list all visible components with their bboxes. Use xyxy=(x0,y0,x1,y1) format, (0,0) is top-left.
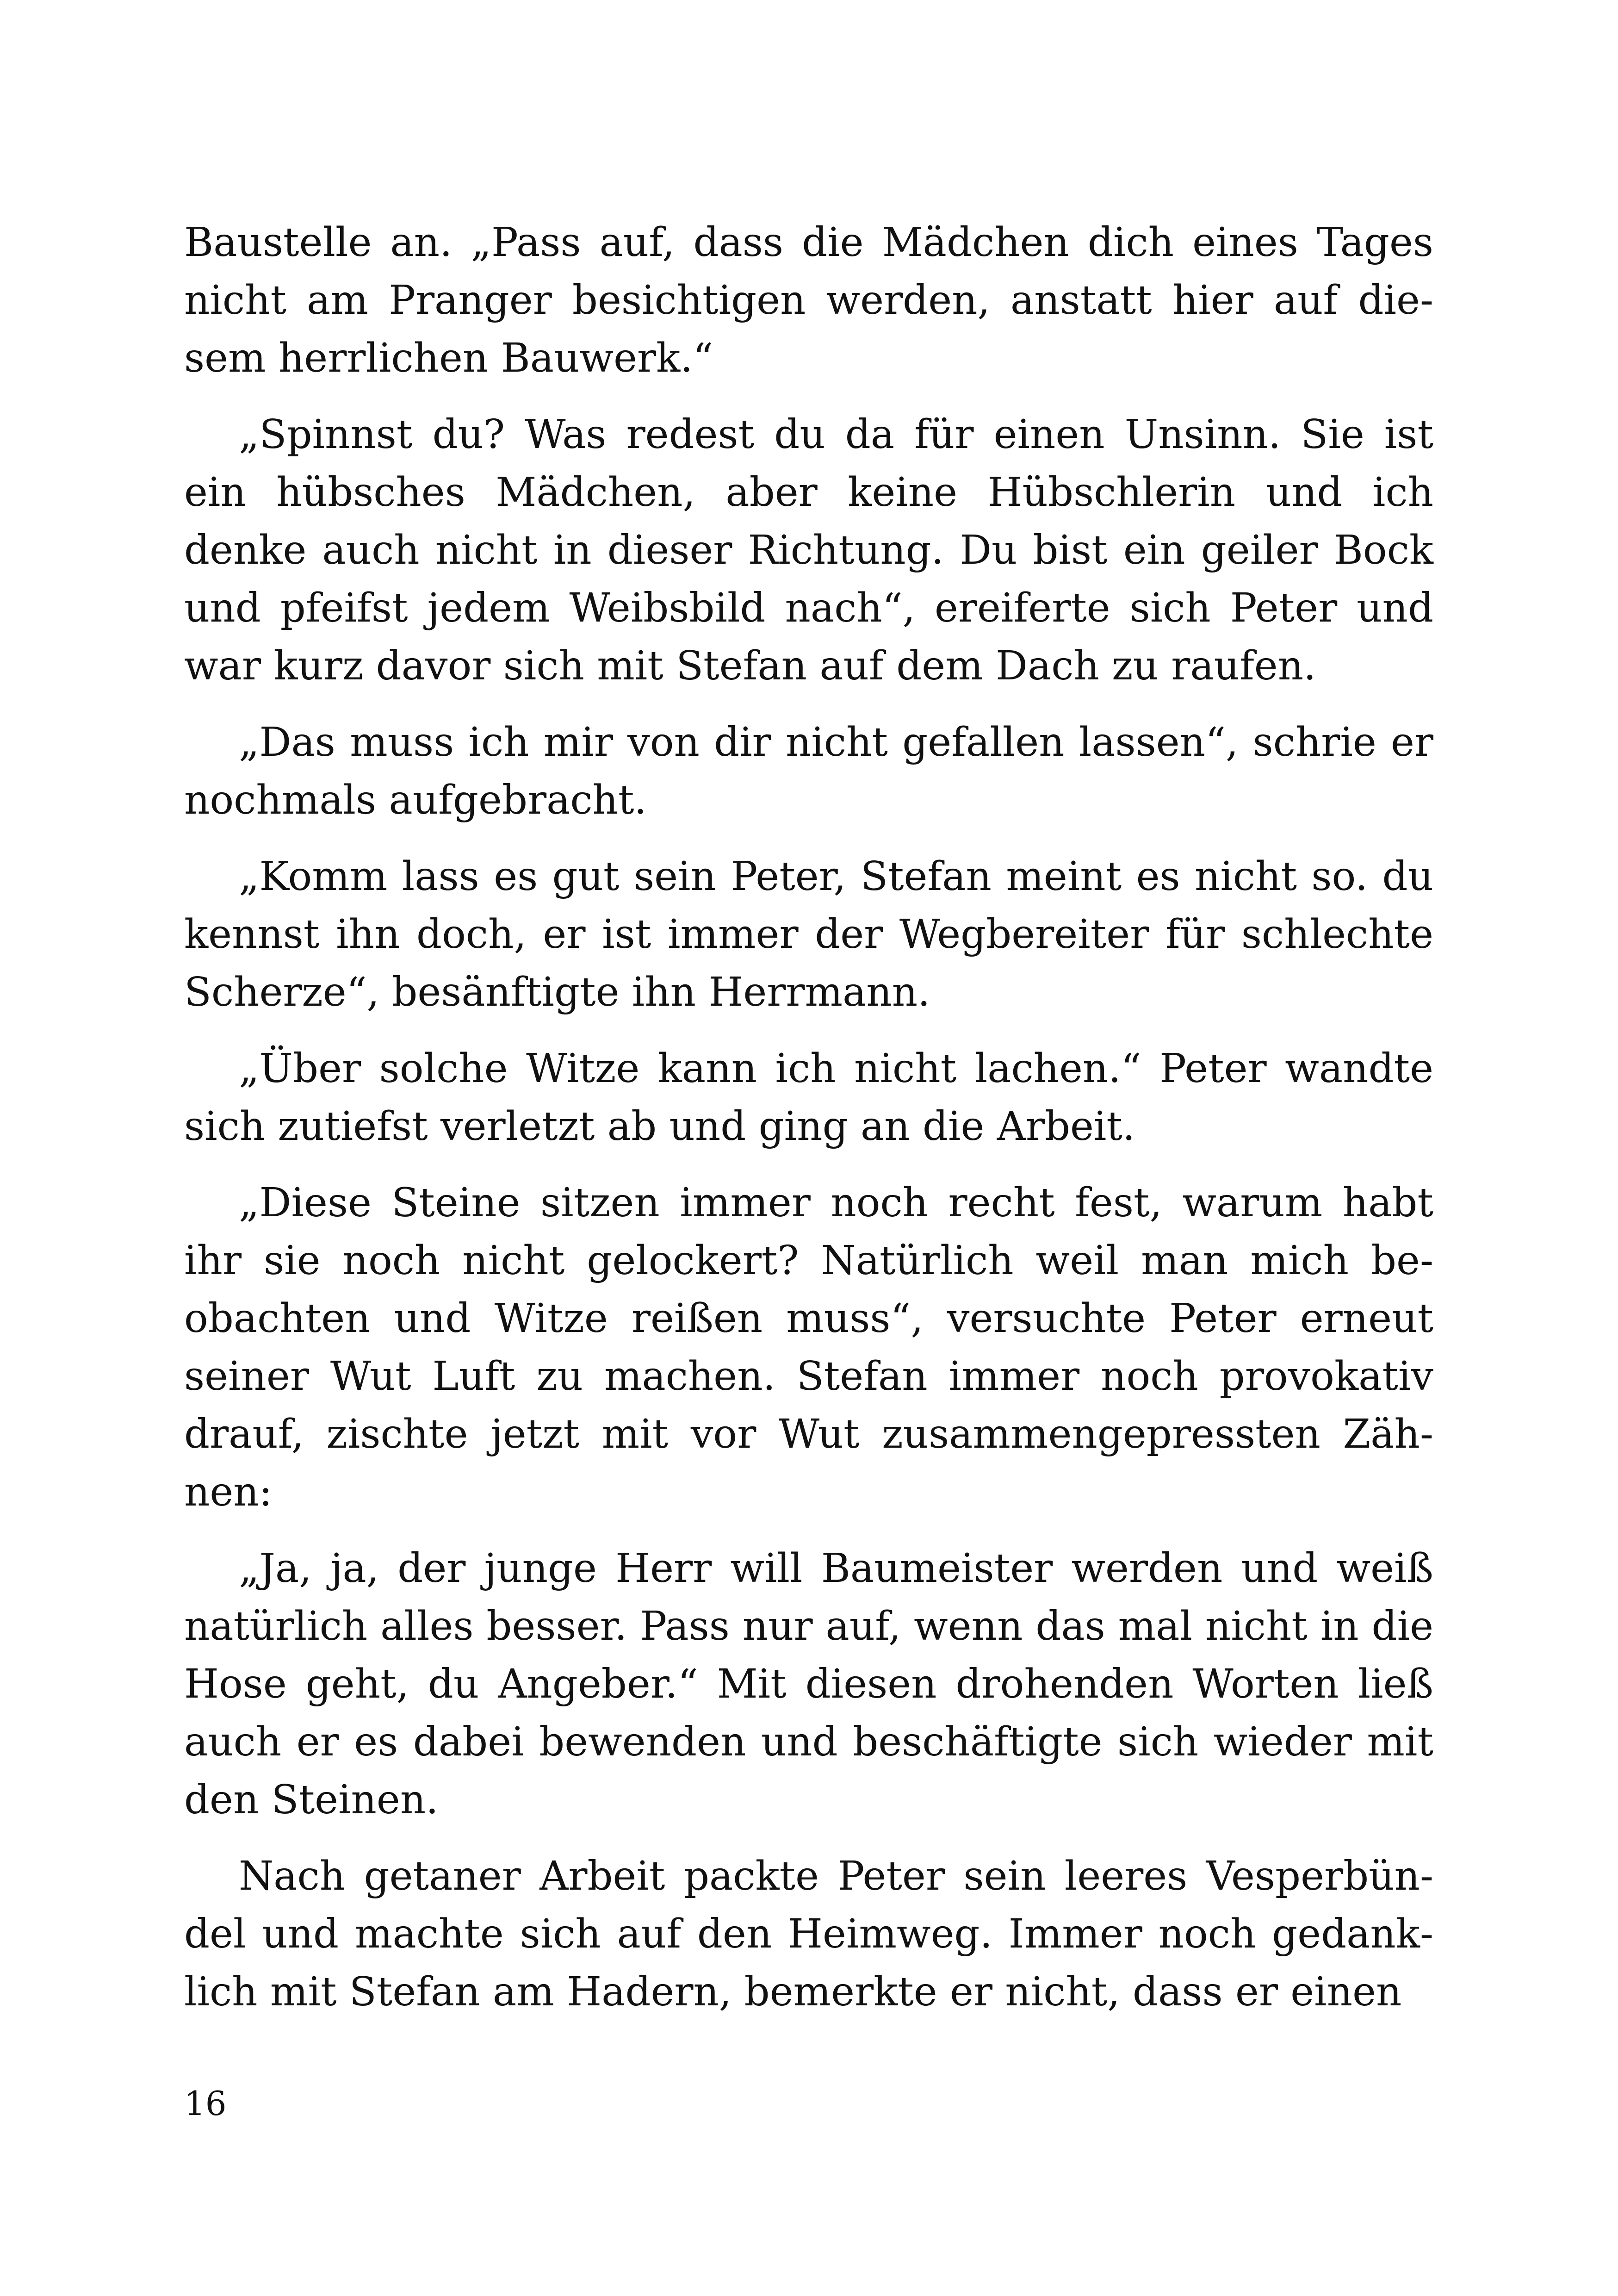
paragraph-1: Baustelle an. „Pass auf, dass die Mädchen dich eines Tages nicht am Pranger besichtigen werden, anstatt hier auf diesem herrlichen Bauwerk.“ xyxy=(184,219,1433,381)
paragraph-2: „Spinnst du? Was redest du da für einen Unsinn. Sie ist ein hübsches Mädchen, aber keine Hübschlerin und ich denke auch nicht in dieser Richtung. Du bist ein geiler Bock und pfeifst jedem Weibsbild nach“, ereiferte sich Peter und war kurz davor sich mit Stefan auf dem Dach zu raufen. xyxy=(184,411,1433,689)
page-number: 16 xyxy=(184,2084,227,2123)
body-text xyxy=(184,214,1433,2040)
paragraph-6: „Diese Steine sitzen immer noch recht fest, warum habt ihr sie noch nicht gelockert? Natürlich weil man mich beobachten und Witze reißen muss“, versuchte Peter erneut seiner Wut Luft zu machen. Stefan immer noch provokativ drauf, zischte jetzt mit vor Wut zusammengepressten Zähnen: xyxy=(184,1180,1433,1515)
paragraph-8: Nach getaner Arbeit packte Peter sein leeres Vesperbündel und machte sich auf den Heimweg. Immer noch gedanklich mit Stefan am Hadern, bemerkte er nicht, dass er einen xyxy=(184,1853,1433,2015)
paragraph-5: „Über solche Witze kann ich nicht lachen.“ Peter wandte sich zutiefst verletzt ab und ging an die Arbeit. xyxy=(184,1045,1433,1150)
paragraph-3: „Das muss ich mir von dir nicht gefallen lassen“, schrie er nochmals aufgebracht. xyxy=(184,719,1433,823)
paragraph-4: „Komm lass es gut sein Peter, Stefan meint es nicht so. du kennst ihn doch, er ist immer der Wegbereiter für schlechte Scherze“, besänftigte ihn Herrmann. xyxy=(184,853,1433,1015)
paragraph-7: „Ja, ja, der junge Herr will Baumeister werden und weiß natürlich alles besser. Pass nur auf, wenn das mal nicht in die Hose geht, du Angeber.“ Mit diesen drohenden Worten ließ auch er es dabei bewenden und beschäftigte sich wieder mit den Steinen. xyxy=(184,1545,1433,1823)
